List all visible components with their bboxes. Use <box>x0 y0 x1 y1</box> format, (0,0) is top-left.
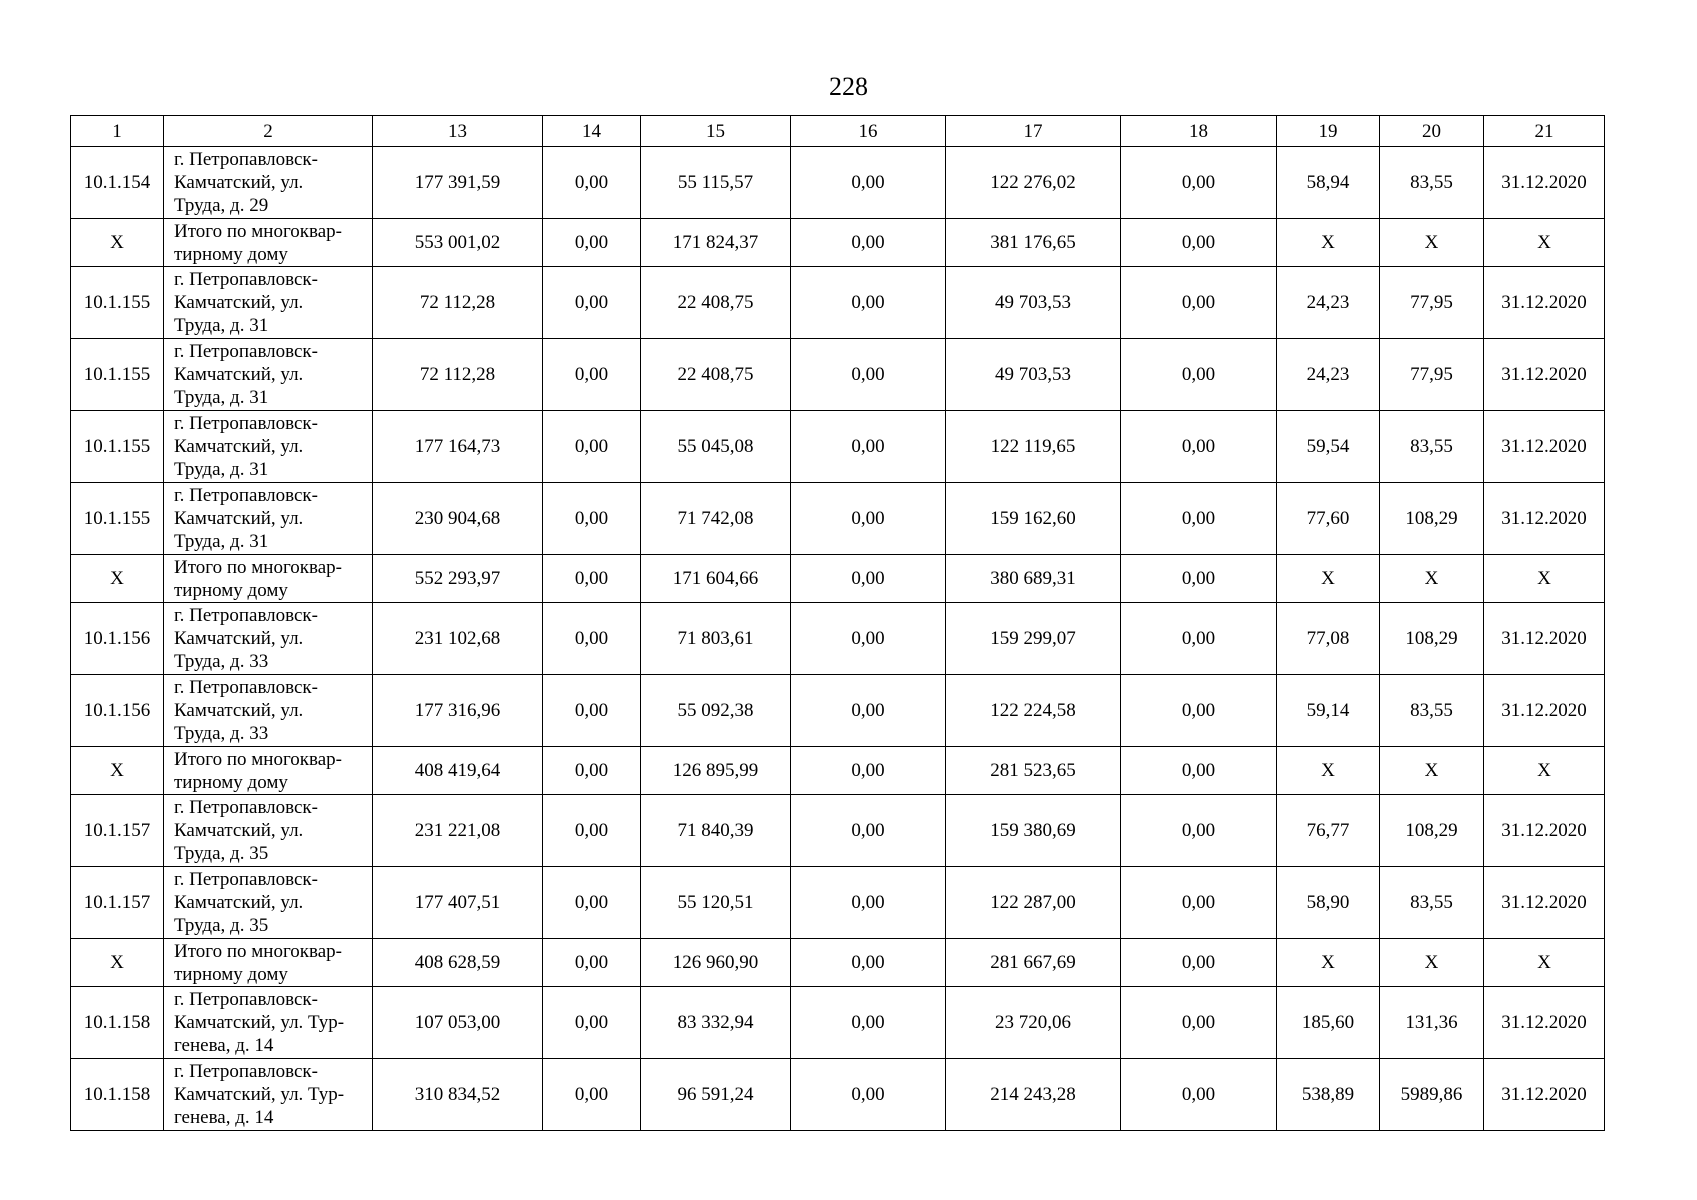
table-cell: 10.1.157 <box>71 795 164 867</box>
table-cell: 0,00 <box>543 795 641 867</box>
table-cell: 0,00 <box>791 555 946 603</box>
table-cell: 22 408,75 <box>641 339 791 411</box>
header-row <box>71 116 1605 147</box>
table-cell: 0,00 <box>543 555 641 603</box>
table-cell: 96 591,24 <box>641 1059 791 1131</box>
table-cell: 31.12.2020 <box>1484 675 1605 747</box>
table-cell: 83,55 <box>1380 147 1484 219</box>
table-cell: 55 092,38 <box>641 675 791 747</box>
table-cell: 122 287,00 <box>946 867 1121 939</box>
table-cell: 77,95 <box>1380 339 1484 411</box>
table-row-total <box>71 555 1605 603</box>
table-cell: 108,29 <box>1380 603 1484 675</box>
column-header: 18 <box>1121 116 1277 147</box>
table-cell: 31.12.2020 <box>1484 795 1605 867</box>
table-cell: 0,00 <box>791 267 946 339</box>
table-cell: 0,00 <box>543 411 641 483</box>
table-cell: 23 720,06 <box>946 987 1121 1059</box>
table-cell-description: Итого по многоквар- тирному дому <box>164 555 373 603</box>
table-cell: 31.12.2020 <box>1484 987 1605 1059</box>
table-cell: 231 102,68 <box>373 603 543 675</box>
table-cell: 10.1.154 <box>71 147 164 219</box>
table-row <box>71 411 1605 483</box>
table-cell-description: г. Петропавловск- Камчатский, ул. Труда, д. 29 <box>164 147 373 219</box>
table-cell: 0,00 <box>791 411 946 483</box>
table-cell: 0,00 <box>543 603 641 675</box>
table-cell: 5989,86 <box>1380 1059 1484 1131</box>
table-cell-description: г. Петропавловск- Камчатский, ул. Труда, д. 33 <box>164 603 373 675</box>
table-cell: 0,00 <box>1121 219 1277 267</box>
table-cell: 0,00 <box>543 987 641 1059</box>
table-cell: 230 904,68 <box>373 483 543 555</box>
table-row <box>71 339 1605 411</box>
table-cell: Х <box>71 939 164 987</box>
table-row-total <box>71 939 1605 987</box>
table-cell: 0,00 <box>543 267 641 339</box>
column-header: 16 <box>791 116 946 147</box>
table-cell: 108,29 <box>1380 483 1484 555</box>
table-cell: 31.12.2020 <box>1484 1059 1605 1131</box>
table-row <box>71 603 1605 675</box>
table-cell: 83 332,94 <box>641 987 791 1059</box>
table-cell: 107 053,00 <box>373 987 543 1059</box>
table-cell: 0,00 <box>791 219 946 267</box>
table-cell: 177 407,51 <box>373 867 543 939</box>
table-cell: 0,00 <box>1121 795 1277 867</box>
table-cell: 22 408,75 <box>641 267 791 339</box>
table-row <box>71 867 1605 939</box>
table-cell: 177 164,73 <box>373 411 543 483</box>
table-row <box>71 987 1605 1059</box>
table-cell: 538,89 <box>1277 1059 1380 1131</box>
table-cell: 0,00 <box>791 747 946 795</box>
table-cell: 10.1.155 <box>71 411 164 483</box>
table-cell: 10.1.155 <box>71 339 164 411</box>
table-cell: 0,00 <box>543 867 641 939</box>
table-cell: Х <box>1277 219 1380 267</box>
table-cell: 0,00 <box>543 747 641 795</box>
table-cell: 83,55 <box>1380 411 1484 483</box>
table-cell: 131,36 <box>1380 987 1484 1059</box>
table-cell: 281 667,69 <box>946 939 1121 987</box>
table-cell: 122 276,02 <box>946 147 1121 219</box>
table-row-total <box>71 219 1605 267</box>
table-cell: 58,90 <box>1277 867 1380 939</box>
table-cell: 159 380,69 <box>946 795 1121 867</box>
table-cell: 0,00 <box>543 339 641 411</box>
table-cell: 0,00 <box>791 795 946 867</box>
table-cell: 24,23 <box>1277 267 1380 339</box>
table-cell: 71 840,39 <box>641 795 791 867</box>
table-cell: 159 162,60 <box>946 483 1121 555</box>
column-header: 17 <box>946 116 1121 147</box>
table-row <box>71 147 1605 219</box>
table-cell-description: г. Петропавловск- Камчатский, ул. Труда, д. 35 <box>164 795 373 867</box>
table-cell: 177 316,96 <box>373 675 543 747</box>
table-cell: 58,94 <box>1277 147 1380 219</box>
table-cell: 31.12.2020 <box>1484 339 1605 411</box>
table-cell: 0,00 <box>543 939 641 987</box>
table-cell: 55 045,08 <box>641 411 791 483</box>
table-cell: Х <box>71 747 164 795</box>
table-cell: 310 834,52 <box>373 1059 543 1131</box>
table-cell: 72 112,28 <box>373 339 543 411</box>
column-header: 20 <box>1380 116 1484 147</box>
table-cell: 126 960,90 <box>641 939 791 987</box>
table-cell: 0,00 <box>791 147 946 219</box>
table-cell: 10.1.158 <box>71 1059 164 1131</box>
table-cell-description: Итого по многоквар- тирному дому <box>164 939 373 987</box>
table-cell: Х <box>1277 555 1380 603</box>
table-row <box>71 267 1605 339</box>
table-cell: 76,77 <box>1277 795 1380 867</box>
table-cell: 0,00 <box>791 339 946 411</box>
table-cell-description: г. Петропавловск- Камчатский, ул. Труда, д. 31 <box>164 411 373 483</box>
table-cell: 83,55 <box>1380 867 1484 939</box>
column-header: 15 <box>641 116 791 147</box>
table-cell: 10.1.155 <box>71 483 164 555</box>
table-body <box>71 147 1605 1131</box>
table-cell: 0,00 <box>1121 747 1277 795</box>
table-cell: 0,00 <box>1121 987 1277 1059</box>
table-row <box>71 1059 1605 1131</box>
column-header: 2 <box>164 116 373 147</box>
table-cell: Х <box>1484 939 1605 987</box>
table-cell: 55 115,57 <box>641 147 791 219</box>
column-header: 13 <box>373 116 543 147</box>
table-cell: 122 224,58 <box>946 675 1121 747</box>
table-cell: Х <box>1380 219 1484 267</box>
table-cell-description: г. Петропавловск- Камчатский, ул. Труда, д. 31 <box>164 267 373 339</box>
table-cell: 31.12.2020 <box>1484 603 1605 675</box>
table-cell: 0,00 <box>1121 555 1277 603</box>
table-cell: 408 628,59 <box>373 939 543 987</box>
table-cell: 10.1.158 <box>71 987 164 1059</box>
table-cell: 31.12.2020 <box>1484 411 1605 483</box>
table-row <box>71 795 1605 867</box>
table-cell: 0,00 <box>1121 939 1277 987</box>
table-cell: 0,00 <box>791 483 946 555</box>
table-cell-description: Итого по многоквар- тирному дому <box>164 219 373 267</box>
table-cell: 0,00 <box>543 219 641 267</box>
table-cell: 0,00 <box>1121 147 1277 219</box>
table-cell-description: г. Петропавловск- Камчатский, ул. Труда, д. 33 <box>164 675 373 747</box>
table-cell: 126 895,99 <box>641 747 791 795</box>
table-cell: 185,60 <box>1277 987 1380 1059</box>
table-cell: 281 523,65 <box>946 747 1121 795</box>
table-cell: 380 689,31 <box>946 555 1121 603</box>
table-cell: 0,00 <box>543 1059 641 1131</box>
table-cell: 31.12.2020 <box>1484 267 1605 339</box>
page-number: 228 <box>829 72 868 101</box>
table-cell: 214 243,28 <box>946 1059 1121 1131</box>
table-cell: 0,00 <box>1121 1059 1277 1131</box>
column-header: 21 <box>1484 116 1605 147</box>
column-header: 19 <box>1277 116 1380 147</box>
table-cell: 0,00 <box>791 987 946 1059</box>
column-header: 14 <box>543 116 641 147</box>
table-cell: 0,00 <box>791 867 946 939</box>
table-cell: Х <box>1277 747 1380 795</box>
table-cell: 0,00 <box>1121 603 1277 675</box>
table-cell: Х <box>1380 939 1484 987</box>
table-cell: Х <box>71 555 164 603</box>
table-row-total <box>71 747 1605 795</box>
table-cell: Х <box>1484 219 1605 267</box>
table-cell: 83,55 <box>1380 675 1484 747</box>
table-cell: 0,00 <box>1121 267 1277 339</box>
table-cell-description: г. Петропавловск- Камчатский, ул. Труда, д. 31 <box>164 483 373 555</box>
table-cell: 408 419,64 <box>373 747 543 795</box>
table-cell: 49 703,53 <box>946 267 1121 339</box>
table-cell-description: г. Петропавловск- Камчатский, ул. Труда, д. 31 <box>164 339 373 411</box>
table-cell: 553 001,02 <box>373 219 543 267</box>
table-cell: 59,14 <box>1277 675 1380 747</box>
table-cell: 72 112,28 <box>373 267 543 339</box>
table-cell: 10.1.156 <box>71 675 164 747</box>
table-row <box>71 483 1605 555</box>
table-cell: 171 604,66 <box>641 555 791 603</box>
table-cell: 552 293,97 <box>373 555 543 603</box>
table-cell: 77,95 <box>1380 267 1484 339</box>
table-cell: 0,00 <box>1121 483 1277 555</box>
table-cell: Х <box>1277 939 1380 987</box>
table-cell: 381 176,65 <box>946 219 1121 267</box>
table-cell: 0,00 <box>791 603 946 675</box>
data-table <box>70 115 1605 1131</box>
table-cell: 10.1.157 <box>71 867 164 939</box>
table-cell-description: Итого по многоквар- тирному дому <box>164 747 373 795</box>
table-cell: 0,00 <box>1121 867 1277 939</box>
table-cell: 10.1.155 <box>71 267 164 339</box>
table-cell: 71 742,08 <box>641 483 791 555</box>
table-cell: 0,00 <box>791 1059 946 1131</box>
table-cell-description: г. Петропавловск- Камчатский, ул. Тур- генева, д. 14 <box>164 987 373 1059</box>
table-cell: 122 119,65 <box>946 411 1121 483</box>
table-row <box>71 675 1605 747</box>
table-cell: 59,54 <box>1277 411 1380 483</box>
table-cell: 0,00 <box>543 675 641 747</box>
table-cell: Х <box>71 219 164 267</box>
table-cell: 77,60 <box>1277 483 1380 555</box>
table-cell: 24,23 <box>1277 339 1380 411</box>
table-cell: 77,08 <box>1277 603 1380 675</box>
table-cell: 31.12.2020 <box>1484 147 1605 219</box>
table-cell: Х <box>1380 747 1484 795</box>
table-cell: 0,00 <box>543 147 641 219</box>
table-cell: 0,00 <box>543 483 641 555</box>
table-cell: Х <box>1380 555 1484 603</box>
table-cell: 0,00 <box>1121 675 1277 747</box>
table-cell: 10.1.156 <box>71 603 164 675</box>
table-cell: 55 120,51 <box>641 867 791 939</box>
table-cell: 31.12.2020 <box>1484 483 1605 555</box>
table-cell: 0,00 <box>791 675 946 747</box>
table-cell: 0,00 <box>1121 411 1277 483</box>
table-cell: 171 824,37 <box>641 219 791 267</box>
table-cell: 31.12.2020 <box>1484 867 1605 939</box>
table-cell-description: г. Петропавловск- Камчатский, ул. Тур- генева, д. 14 <box>164 1059 373 1131</box>
table-cell: 231 221,08 <box>373 795 543 867</box>
table-cell: 177 391,59 <box>373 147 543 219</box>
table-cell: 0,00 <box>1121 339 1277 411</box>
table-cell: 71 803,61 <box>641 603 791 675</box>
table-cell: 159 299,07 <box>946 603 1121 675</box>
column-header: 1 <box>71 116 164 147</box>
table-cell: Х <box>1484 747 1605 795</box>
table-cell: 0,00 <box>791 939 946 987</box>
table-cell: 108,29 <box>1380 795 1484 867</box>
table-cell: Х <box>1484 555 1605 603</box>
table-cell-description: г. Петропавловск- Камчатский, ул. Труда, д. 35 <box>164 867 373 939</box>
table-cell: 49 703,53 <box>946 339 1121 411</box>
